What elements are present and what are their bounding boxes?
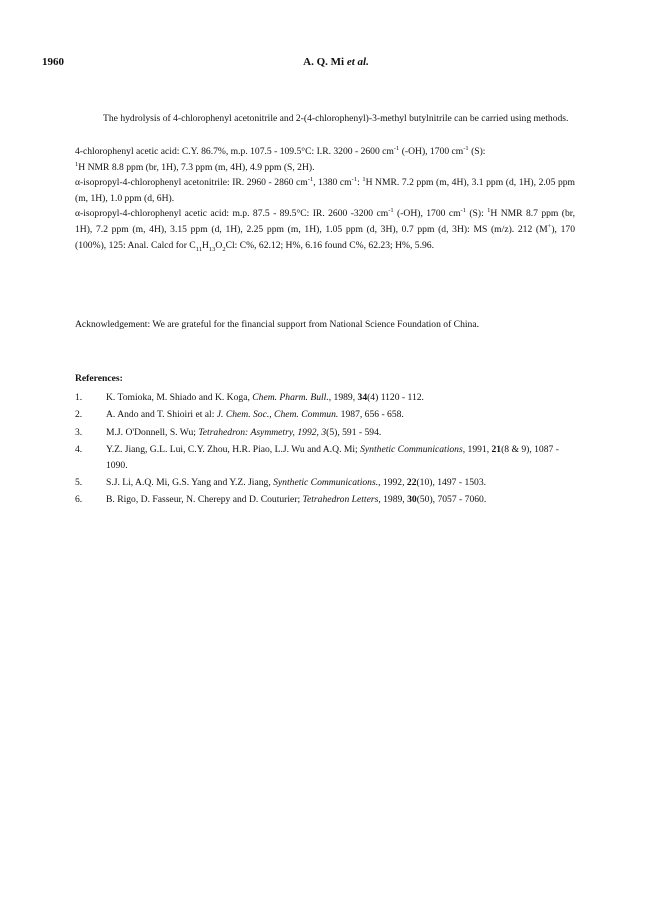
reference-number: 4. bbox=[75, 444, 83, 456]
text-segment: (S): bbox=[465, 208, 488, 220]
superscript: + bbox=[547, 222, 552, 230]
experimental-data bbox=[75, 144, 575, 253]
reference-year: , 1992, bbox=[378, 477, 407, 489]
reference-number: 5. bbox=[75, 477, 83, 489]
reference-journal: Chem. Pharm. Bull. bbox=[252, 392, 329, 403]
reference-authors: A. Ando and T. Shioiri et al: bbox=[106, 409, 217, 421]
reference-pages: 1987, 656 - 658. bbox=[338, 409, 404, 421]
reference-number: 1. bbox=[75, 392, 83, 403]
reference-item bbox=[75, 390, 575, 405]
text-segment: (-OH), 1700 cm bbox=[393, 208, 461, 220]
reference-pages: (5), 591 - 594. bbox=[326, 426, 382, 438]
superscript: 1 bbox=[75, 160, 79, 168]
intro-paragraph: The hydrolysis of 4-chlorophenyl acetonitrile and 2-(4-chlorophenyl)-3-methyl butylnitrile can be carried using methods. bbox=[103, 113, 569, 124]
reference-volume: 21 bbox=[491, 444, 502, 456]
reference-pages: (4) 1120 - 112. bbox=[367, 392, 424, 403]
reference-journal: J. Chem. Soc., Chem. Commun. bbox=[216, 409, 339, 421]
reference-volume: 30 bbox=[407, 494, 417, 506]
text-segment: (S): bbox=[468, 146, 486, 157]
running-header-authors: A. Q. Mi bbox=[303, 56, 345, 68]
reference-number: 2. bbox=[75, 409, 83, 421]
reference-number: 6. bbox=[75, 494, 83, 506]
text-segment: α-isopropyl-4-chlorophenyl acetic acid: m.p. 87.5 - 89.5°C: IR. 2600 -3200 cm bbox=[75, 208, 389, 220]
text-segment: : bbox=[357, 177, 363, 189]
reference-journal: Tetrahedron Letters bbox=[302, 494, 379, 506]
data-line-acid bbox=[75, 144, 575, 160]
data-line-nitrile bbox=[75, 175, 575, 206]
reference-item bbox=[75, 475, 575, 490]
acknowledgement: Acknowledgement: We are grateful for the financial support from National Science Foundation of China. bbox=[75, 319, 479, 330]
reference-year: , 1989, bbox=[328, 392, 358, 403]
reference-journal: Synthetic Communications bbox=[360, 444, 463, 456]
reference-item bbox=[75, 407, 575, 422]
data-line-acid-nmr bbox=[75, 160, 575, 176]
text-segment: H bbox=[201, 239, 209, 251]
running-header-etal: et al. bbox=[346, 56, 369, 68]
superscript: 1 bbox=[487, 207, 491, 215]
reference-authors: B. Rigo, D. Fasseur, N. Cherepy and D. Couturier; bbox=[106, 494, 303, 506]
reference-year: , 1989, bbox=[378, 494, 408, 506]
text-segment: O bbox=[215, 239, 223, 251]
superscript: -1 bbox=[460, 207, 466, 215]
text-segment: α-isopropyl-4-chlorophenyl acetonitrile: IR. 2960 - 2860 cm bbox=[75, 177, 308, 189]
reference-journal: Tetrahedron: Asymmetry, 1992, 3 bbox=[198, 426, 327, 438]
reference-volume: 34 bbox=[357, 392, 368, 403]
text-segment: ), 170 (100%), 125: Anal. Calcd for C bbox=[75, 223, 575, 251]
page-number: 1960 bbox=[42, 56, 64, 68]
reference-authors: S.J. Li, A.Q. Mi, G.S. Yang and Y.Z. Jiang, bbox=[106, 477, 274, 489]
subscript: 2 bbox=[222, 245, 226, 253]
reference-volume: 22 bbox=[406, 477, 417, 489]
reference-authors: M.J. O'Donnell, S. Wu; bbox=[106, 426, 199, 438]
text-segment: , 1380 cm bbox=[313, 177, 352, 189]
reference-item bbox=[75, 442, 575, 473]
reference-journal: Synthetic Communications. bbox=[273, 477, 379, 489]
reference-number: 3. bbox=[75, 426, 83, 438]
reference-pages: (10), 1497 - 1503. bbox=[416, 477, 487, 489]
text-segment: (-OH), 1700 cm bbox=[399, 146, 464, 157]
text-segment: H NMR 8.8 ppm (br, 1H), 7.3 ppm (m, 4H), 4.9 ppm (S, 2H). bbox=[78, 161, 315, 173]
text-segment: 4-chlorophenyl acetic acid: C.Y. 86.7%, m.p. 107.5 - 109.5°C: I.R. 3200 - 2600 cm bbox=[75, 146, 394, 157]
superscript: -1 bbox=[307, 176, 314, 183]
reference-pages: (50), 7057 - 7060. bbox=[416, 494, 487, 506]
superscript: -1 bbox=[351, 176, 358, 183]
text-segment: Cl: C%, 62.12; H%, 6.16 found C%, 62.23; H%, 5.96. bbox=[225, 239, 434, 251]
superscript: 1 bbox=[362, 176, 366, 183]
reference-authors: K. Tomioka, M. Shiado and K. Koga, bbox=[106, 392, 253, 403]
text-segment: H NMR. 7.2 ppm (m, 4H), 3.1 ppm (d, 1H), 2.05 ppm (m, 1H), 1.0 ppm (d, 6H). bbox=[75, 177, 576, 204]
reference-item bbox=[75, 425, 575, 440]
reference-list bbox=[75, 390, 575, 510]
running-header bbox=[0, 56, 672, 68]
references-heading: References: bbox=[75, 373, 123, 384]
reference-authors: Y.Z. Jiang, G.L. Lui, C.Y. Zhou, H.R. Piao, L.J. Wu and A.Q. Mi; bbox=[106, 444, 361, 456]
reference-year: , 1991, bbox=[462, 444, 492, 456]
reference-pages: (8 & 9), 1087 - 1090. bbox=[106, 444, 559, 471]
reference-item bbox=[75, 492, 575, 507]
subscript: 11 bbox=[195, 245, 202, 253]
superscript: -1 bbox=[393, 144, 400, 152]
text-segment: H NMR 8.7 ppm (br, 1H), 7.2 ppm (m, 4H), 3.15 ppm (d, 1H), 2.25 ppm (m, 1H), 1.05 ppm (d, 3H), 0.7 ppm (d, 3H): MS (m/z). 212 (M bbox=[75, 208, 575, 235]
subscript: 13 bbox=[208, 245, 216, 253]
superscript: -1 bbox=[388, 207, 394, 215]
superscript: -1 bbox=[463, 144, 469, 152]
data-line-isopropyl-acid bbox=[75, 206, 575, 253]
